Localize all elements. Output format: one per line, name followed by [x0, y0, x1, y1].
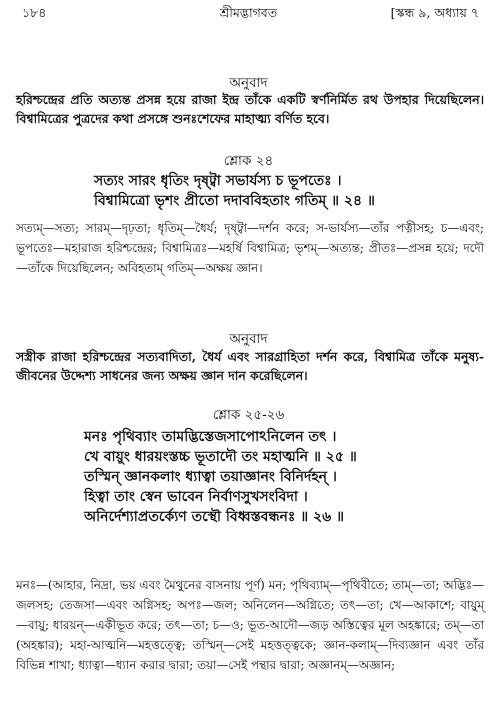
verse-25-26-text	[84, 428, 357, 528]
verse-24-synonyms: সত্যম্—সত্য; সারম্—দৃঢ়তা; ধৃতিম্—ধৈর্য; দৃষ্ট্বা—দর্শন করে; স-ভার্যস্য—তাঁর পত্নীসহ; চ—এবং; ভূপতেঃ—মহারাজ হরিশ্চন্দ্রের; বিশ্বামিত্রঃ—মহর্ষি বিশ্বামিত্র; ভৃশম্—অত্যন্ত; প্রীতঃ—প্রসন্ন হয়ে; দদৌ—তাঁকে দিয়েছিলেন; অবিহতাম্ গতিম্—অক্ষয় জ্ঞান।	[16, 221, 484, 275]
verse-24-line-2: বিশ্বামিত্রো ভৃশং প্রীতো দদাববিহতাং গতিম্ ॥ ২৪ ॥	[94, 193, 375, 209]
verse-25-line-1: মনঃ পৃথিব্যাং তামদ্ভিস্তেজসাপোঽনিলেন তৎ ।	[84, 429, 337, 445]
translation-text-1: হরিশ্চন্দ্রের প্রতি অত্যন্ত প্রসন্ন হয়ে রাজা ইন্দ্র তাঁকে একটি স্বর্ণনির্মিত রথ উপহার দিয়েছিলেন। বিশ্বামিত্রের পুত্রদের কথা প্রসঙ্গে শুনঃশেফের মাহাত্ম্য বর্ণিত হবে।	[16, 92, 484, 126]
verse-25-26-heading: শ্লোক ২৫-২৬	[212, 407, 285, 423]
verse-25-26-synonyms: মনঃ—(আহার, নিদ্রা, ভয় এবং মৈথুনের বাসনায় পূর্ণ) মন; পৃথিব্যাম্—পৃথিবীতে; তাম্—তা; অদ্ভিঃ—জলসহ; তেজসা—এবং অগ্নিসহ; অপঃ—জল; অনিলেন—অগ্নিতে; তৎ—তা; খে—আকাশে; বায়ুম্—বায়ু; ধারয়ন্—একীভূত করে; তৎ—তা; চ—ও; ভূত-আদৌ—জড় অস্তিত্বের মূল অহঙ্কারে; তম্—তা (অহঙ্কার); মহা-আত্মনি—মহত্তত্ত্বে; তস্মিন্—সেই মহত্তত্ত্বকে; জ্ঞান-কলাম্—দিব্যজ্ঞান এবং তাঁর বিভিন্ন শাখা; ধ্যাত্বা—ধ্যান করার দ্বারা; তয়া—সেই পন্থার দ্বারা; অজ্ঞানম্—অজ্ঞান;	[16, 578, 484, 672]
verse-24-heading: শ্লোক ২৪	[223, 153, 274, 169]
chapter-reference: [স্কন্ধ ৯, অধ্যায় ৭	[390, 5, 479, 20]
translation-heading-2: অনুবাদ	[229, 331, 268, 347]
book-title: শ্রীমদ্ভাগবত	[219, 5, 278, 20]
verse-26-line-3: অনির্দেশ্যাপ্রতর্ক্যেণ তস্থৌ বিধ্বস্তবন্ধনঃ ॥ ২৬ ॥	[84, 509, 345, 525]
verse-24-line-1: সত্যং সারং ধৃতিং দৃষ্ট্বা সভার্যস্য চ ভূপতেঃ ।	[94, 173, 342, 189]
verse-26-line-2: হিত্বা তাং স্বেন ভাবেন নির্বাণসুখসংবিদা ।	[84, 489, 308, 505]
translation-text-2: সস্ত্রীক রাজা হরিশ্চন্দ্রের সত্যবাদিতা, ধৈর্য এবং সারগ্রাহিতা দর্শন করে, বিশ্বামিত্র তাঁকে মনুষ্য-জীবনের উদ্দেশ্য সাধনের জন্য অক্ষয় জ্ঞান দান করেছিলেন।	[16, 349, 484, 383]
page-number: ১৮৪	[22, 5, 47, 20]
verse-24-text	[94, 172, 375, 212]
translation-heading-1: অনুবাদ	[229, 75, 268, 91]
verse-26-line-1: তস্মিন্ জ্ঞানকলাং ধ্যাত্বা তয়াজ্ঞানং বিনির্দহন্ ।	[84, 469, 337, 485]
verse-25-line-2: খে বায়ুং ধারয়ংস্তচ্চ ভূতাদৌ তং মহাত্মনি ॥ ২৫ ॥	[84, 449, 357, 465]
